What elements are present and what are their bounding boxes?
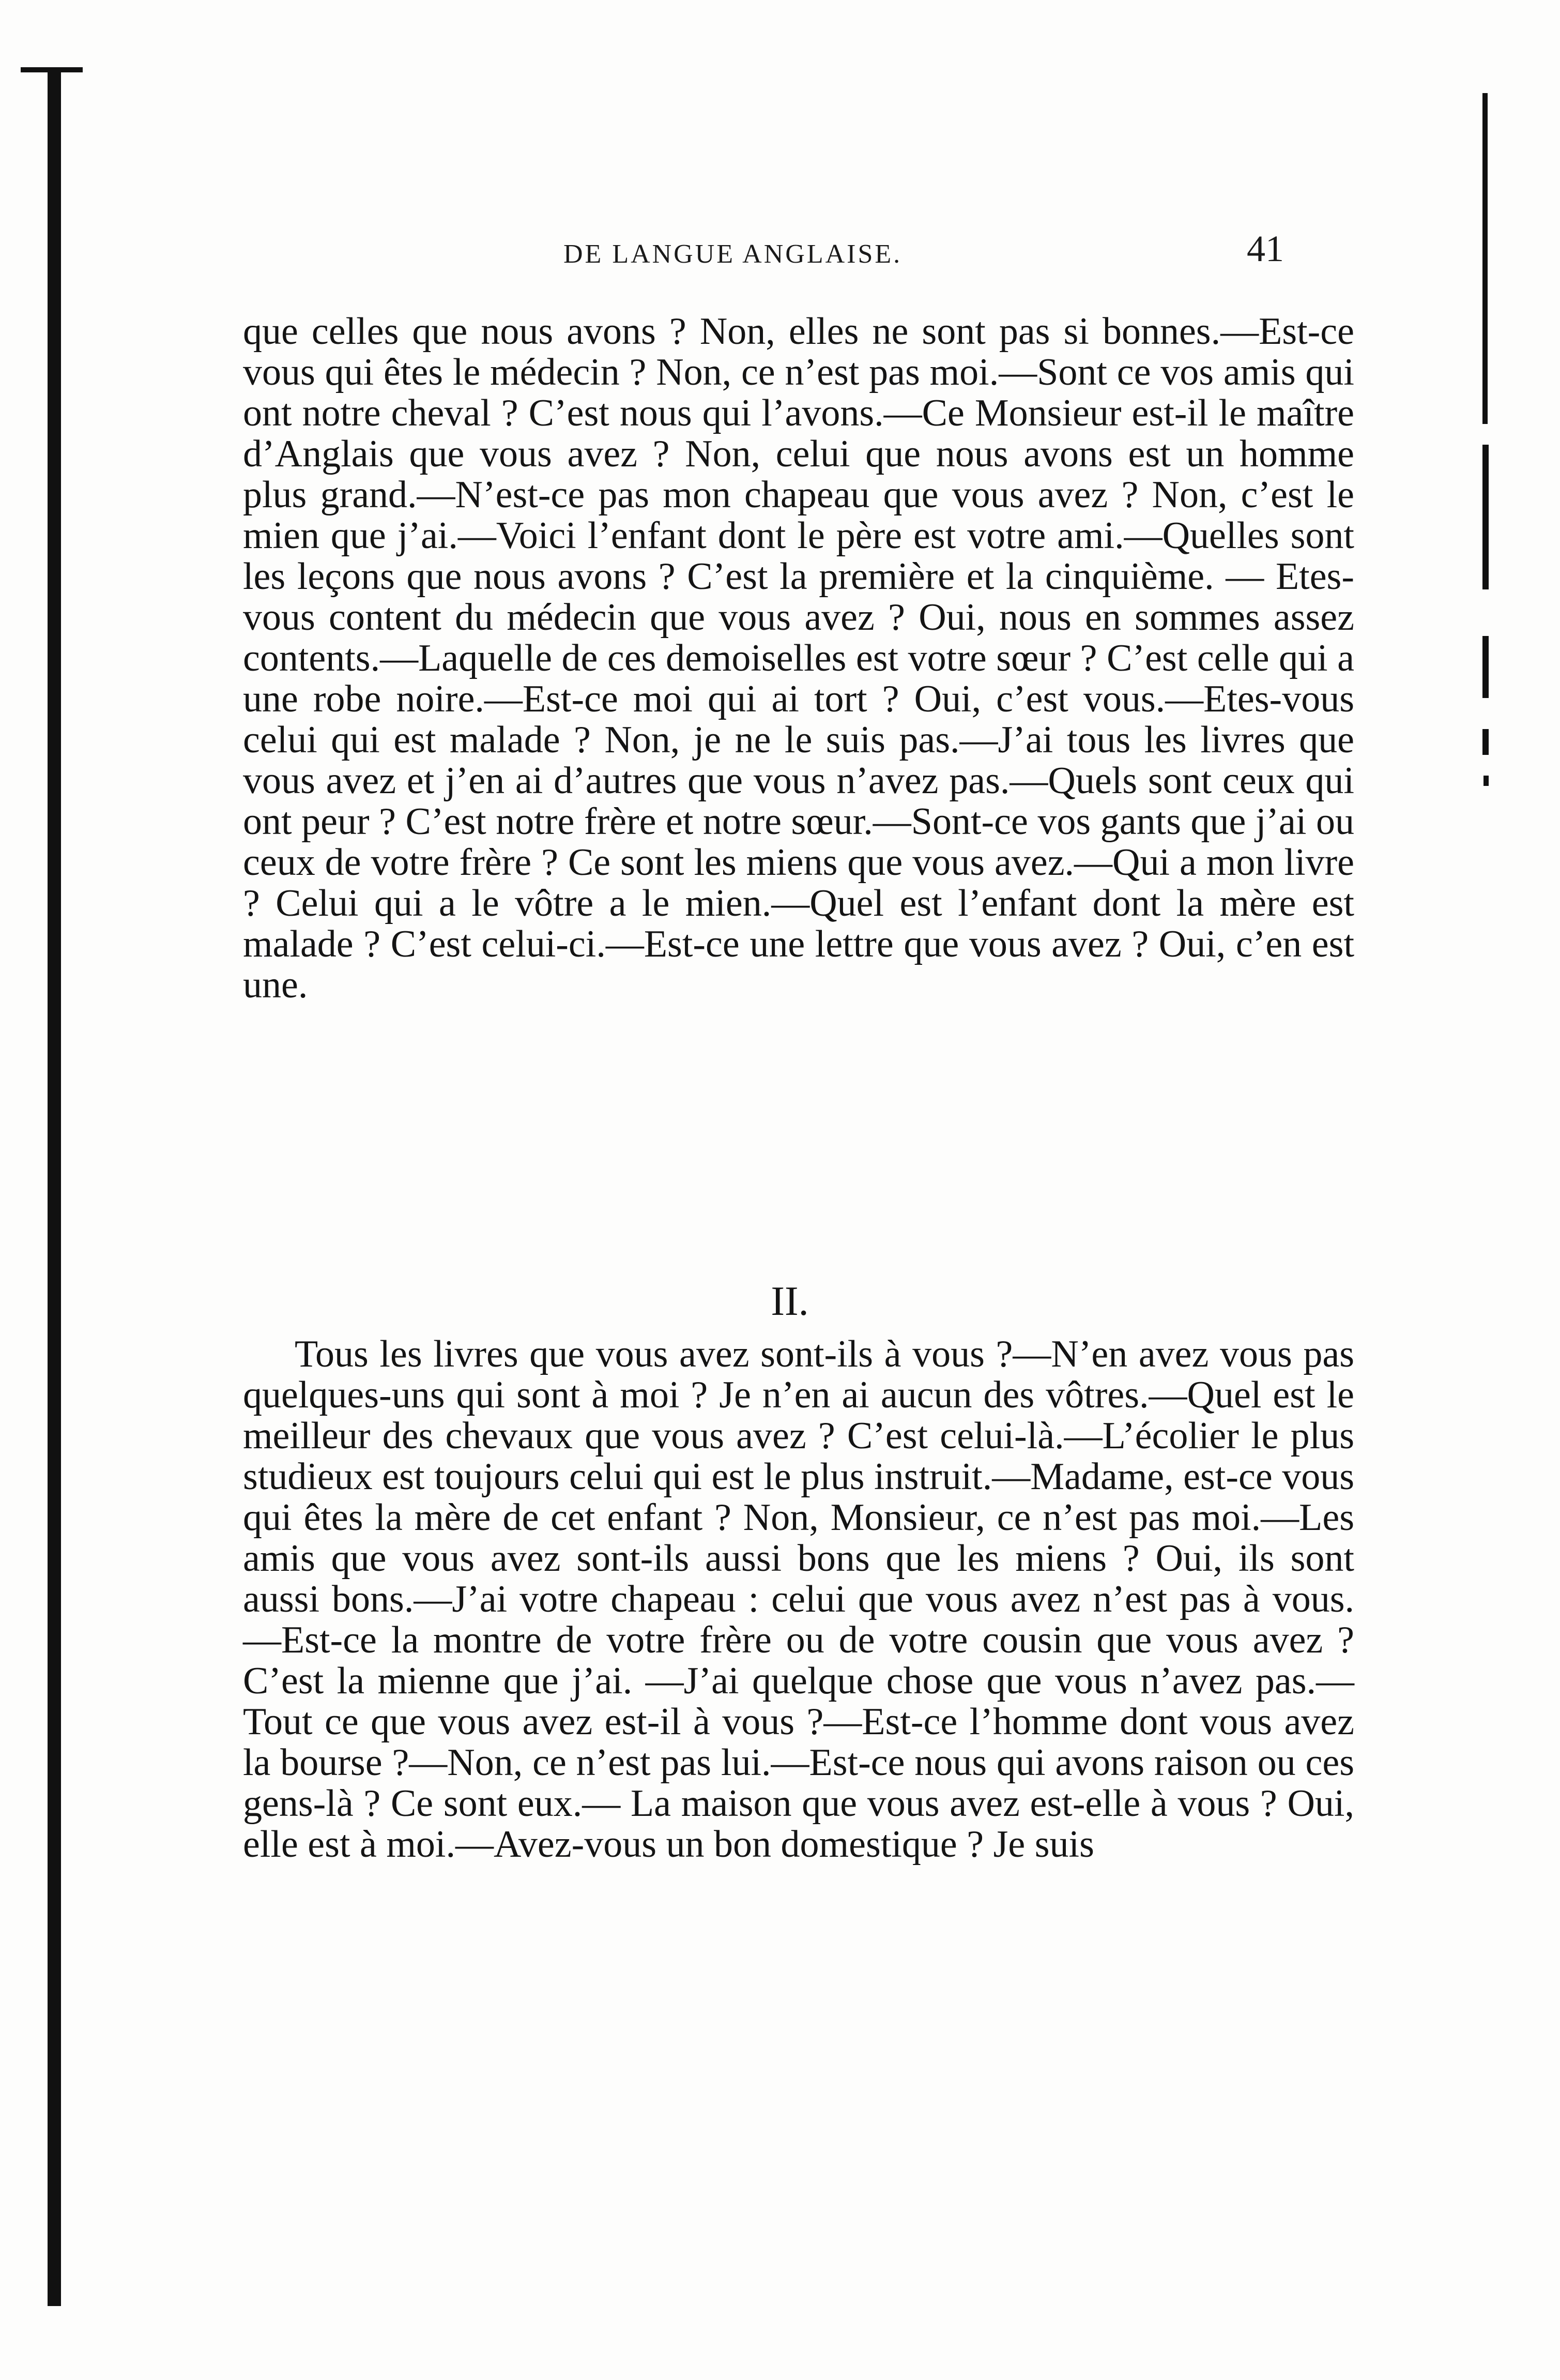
binding-shadow-cap	[21, 67, 83, 72]
page-number: 41	[1247, 228, 1284, 269]
body-paragraph-1: que celles que nous avons ? Non, elles ne sont pas si bonnes.—Est-ce vous qui êtes le médecin ? Non, ce n’est pas moi.—Sont ce vos amis qui ont notre cheval ? C’est nous qui l’avons.—Ce Monsieur est-il le maître d’Anglais que vous avez ? Non, celui que nous avons est un homme plus grand.—N’est-ce pas mon chapeau que vous avez ? Non, c’est le mien que j’ai.—Voici l’enfant dont le père est votre ami.—Quelles sont les leçons que nous avons ? C’est la première et la cinquième. — Etes-vous content du médecin que vous avez ? Oui, nous en sommes assez contents.—Laquelle de ces demoiselles est votre sœur ? C’est celle qui a une robe noire.—Est-ce moi qui ai tort ? Oui, c’est vous.—Etes-vous celui qui est malade ? Non, je ne le suis pas.—J’ai tous les livres que vous avez et j’en ai d’autres que vous n’avez pas.—Quels sont ceux qui ont peur ? C’est notre frère et notre sœur.—Sont-ce vos gants que j’ai ou ceux de votre frère ? Ce sont les miens que vous avez.—Qui a mon livre ? Celui qui a le vôtre a le mien.—Quel est l’enfant dont la mère est malade ? C’est celui-ci.—Est-ce une lettre que vous avez ? Oui, c’en est une.	[243, 310, 1354, 1006]
section-heading: II.	[771, 1279, 809, 1324]
edge-mark	[1483, 776, 1489, 786]
running-title: DE LANGUE ANGLAISE.	[563, 239, 903, 269]
binding-shadow	[48, 67, 61, 2306]
edge-mark	[1482, 636, 1489, 698]
edge-mark	[1482, 729, 1489, 755]
edge-mark	[1482, 93, 1488, 424]
body-paragraph-2: Tous les livres que vous avez sont-ils à vous ?—N’en avez vous pas quelques-uns qui sont à moi ? Je n’en ai aucun des vôtres.—Quel est le meilleur des chevaux que vous avez ? C’est celui-là.—L’écolier le plus studieux est toujours celui qui est le plus instruit.—Madame, est-ce vous qui êtes la mère de cet enfant ? Non, Monsieur, ce n’est pas moi.—Les amis que vous avez sont-ils aussi bons que les miens ? Oui, ils sont aussi bons.—J’ai votre chapeau : celui que vous avez n’est pas à vous.—Est-ce la montre de votre frère ou de votre cousin que vous avez ? C’est la mienne que j’ai. —J’ai quelque chose que vous n’avez pas.—Tout ce que vous avez est-il à vous ?—Est-ce l’homme dont vous avez la bourse ?—Non, ce n’est pas lui.—Est-ce nous qui avons raison ou ces gens-là ? Ce sont eux.— La maison que vous avez est-elle à vous ? Oui, elle est à moi.—Avez-vous un bon domestique ? Je suis	[243, 1333, 1354, 1866]
edge-mark	[1482, 445, 1489, 589]
